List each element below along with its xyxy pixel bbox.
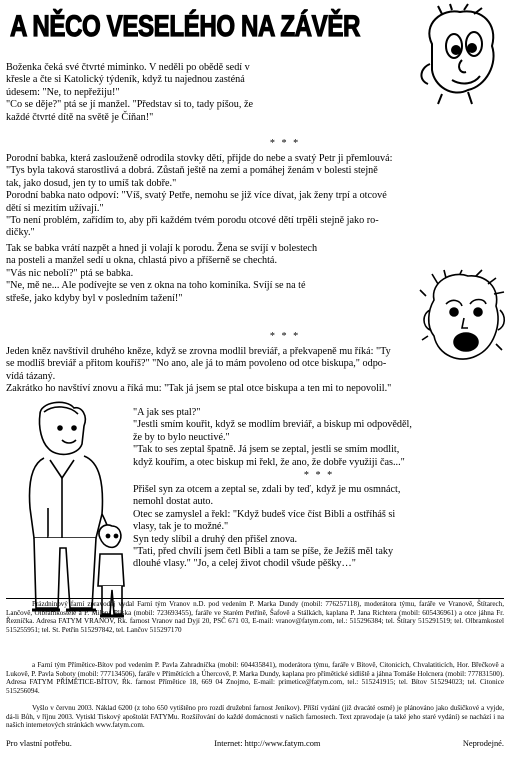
story-2-line: Porodní babka, která zaslouženě odrodila stovky dětí, přijde do nebe a svatý Petr ji přemlouvá: <box>6 153 393 164</box>
story-1-line: údesem: "Ne, to nepřežiju!" <box>6 86 120 98</box>
story-3-line: "A jak ses ptal?" <box>133 407 201 418</box>
story-3-line: Jeden kněz navštívil druhého kněze, když se zrovna modlil breviář, a překvapeně mu říká: "Ty <box>6 346 391 357</box>
footer-website-link[interactable]: Internet: http://www.fatym.com <box>214 739 321 748</box>
footer-right: Neprodejné. <box>462 739 504 748</box>
divider <box>6 598 504 599</box>
story-3-line: se modlíš breviář a přitom kouříš?" "No ano, ale já to mám povoleno od otce biskupa," odpo- <box>6 358 387 370</box>
story-3-line: vídá tázaný. <box>6 370 56 382</box>
story-4-line: Otec se zamyslel a řekl: "Když budeš více číst Bibli a ostříháš si <box>133 508 396 520</box>
imprint-paragraph-1: Prázdninový farní zpravodaj vydal Farní tým Vranov n.D. pod vedením P. Marka Dundy (mobil: 776257118), moderátora týmu, faráře ve Vranově, Štítarech, Lančově, Olbramkostele a P. Milana Pliska (mobil: 723693455), faráře ve Starém Petříně, Šafově a Stálkách, kaplana P. Jana Richtera (mobil: 605436961) a otce jáhna Fr. Řezníčka. Adresa FATYM VRANOV, Ŕk. farnost Vranov nad Dyjí 20, PSČ 671 03, E-mail: vranov@fatym.com, tel.: 515296384; tel. Štítary 515291519; tel. Olbramkostel 515255951; tel. St. Petřín 515297842, tel. Lančov 515297170 <box>6 600 504 634</box>
story-3-line: "Tak to ses zeptal špatně. Já jsem se zeptal, jestli se smím modlit, <box>133 444 400 456</box>
separator: * * * <box>269 331 301 342</box>
footer <box>6 739 504 748</box>
story-4-line: dlouhé vlasy." "Jo, a celej život chodil všude pěšky…" <box>133 558 356 570</box>
story-2-cont <box>6 243 416 305</box>
story-1-line: "Co se děje?" ptá se jí manžel. "Představ si to, tady píšou, že <box>6 99 254 111</box>
story-2-line: střeše, jako kdyby byl v posledním tažení!" <box>6 292 183 304</box>
imprint-paragraph-2: a Farní tým Přímětice-Bítov pod vedením P. Pavla Zahradníčka (mobil: 604435841), moderátora týmu, faráře v Bítově, Citonicích, Chvalatiticích, Hor. Břečkově a Lukově, P. Pavla Soboty (mobil: 777134506), faráře v Přímětících a Úhercově, P. Marka Dundy, kaplana pro přímětické sídliště a jáhna Tomáše Holcnera (mobil: 777831500). Adresa FATYM PŘÍMĚTICE-BÍTOV, Ŕk. farnost Přímětice 18, 669 04 Znojmo, E-mail: primetice@fatym.com, tel.: 515241915; tel. Bítov 515294023; tel. Citonice 515256094. <box>6 661 504 695</box>
separator: * * * <box>303 470 335 481</box>
story-3-line: Zakrátko ho navštíví znovu a říká mu: "Tak já jsem se ptal otce biskupa a ten mi to nepovolil." <box>6 383 392 395</box>
story-2-line: Tak se babka vrátí nazpět a hned ji volají k porodu. Žena se svíjí v bolestech <box>6 243 318 254</box>
story-2-line: "Tys byla taková starostlivá a dobrá. Zůstaň ještě na zemi a pomáhej ženám v bolesti stejně <box>6 165 378 177</box>
cartoon-father-son-icon <box>4 398 128 622</box>
story-2-line: dětí si mezitím užívají." <box>6 202 104 214</box>
story-1 <box>6 62 406 124</box>
page-title <box>6 0 446 46</box>
cartoon-man-icon <box>412 4 504 104</box>
imprint-paragraph-3: Vyšlo v červnu 2003. Náklad 6200 (z toho 650 vytištěno pro rozdí družební farnost Jeníkov). Příští vydání (již dvacáté osmé) je plánováno jako dušičkové a vyjde, dá-li Bůh, v říjnu 2003. Vytiskl Tiskový apoštolát FATYMu. Rozšiřování do každé domácnosti v našich farnostech. Text zpravodaje (a také jeho staré vydání) se nachází i na našich internetových stránkách www.fatym.com. <box>6 704 504 730</box>
story-3 <box>6 346 504 396</box>
story-2 <box>6 153 504 240</box>
story-3-line: "Jestli smím kouřit, když se modlím breviář, a biskup mi odpověděl, <box>133 419 412 431</box>
story-3-line: když kouřím, a otec biskup mi řekl, že ano, že dobře využiji čas..." <box>133 456 405 468</box>
story-3-dialog <box>133 407 505 469</box>
story-4 <box>133 484 505 571</box>
story-2-line: na posteli a manžel sedí u okna, chlastá pivo a příšerně se chechtá. <box>6 255 277 267</box>
story-2-line: dičky." <box>6 227 35 239</box>
story-1-line: Boženka čeká své čtvrté miminko. V neděli po obědě sedí v <box>6 62 250 73</box>
story-1-line: křesle a čte si Katolický týdeník, když tu najednou zasténá <box>6 74 245 86</box>
story-2-line: "Ne, mě ne... Ale podívejte se ven z okna na toho kominíka. Svíjí se na té <box>6 280 306 292</box>
title-text: A NĚCO VESELÉHO NA ZÁVĚR <box>10 10 446 43</box>
story-4-line: Přišel syn za otcem a zeptal se, zdali by teď, když je mu osmnáct, <box>133 484 401 495</box>
story-4-line: Syn tedy slíbil a druhý den přišel znova. <box>133 533 298 545</box>
story-1-line: každé čtvrté dítě na světě je Číňan!" <box>6 111 154 123</box>
story-2-line: "To není problém, zařídím to, aby při každém tvém porodu otcové dětí trpěli stejně jako ro- <box>6 215 379 227</box>
story-3-line: že by to bylo neuctivé." <box>133 431 230 443</box>
story-4-line: nemohl dostat auto. <box>133 496 214 508</box>
story-4-line: "Tati, před chvílí jsem četl Bibli a tam se píše, že Ježíš měl taky <box>133 546 394 558</box>
story-2-line: "Vás nic nebolí?" ptá se babka. <box>6 267 134 279</box>
story-4-line: vlasy, tak je to možné." <box>133 521 229 533</box>
story-2-line: Porodní babka nato odpoví: "Víš, svatý Petře, nemohu se již více dívat, jak ženy trpí a otcové <box>6 190 387 202</box>
story-2-line: tak, jako dosud, jen ty to umíš tak dobře." <box>6 177 177 189</box>
footer-left: Pro vlastní potřebu. <box>6 739 72 748</box>
separator: * * * <box>269 138 301 149</box>
